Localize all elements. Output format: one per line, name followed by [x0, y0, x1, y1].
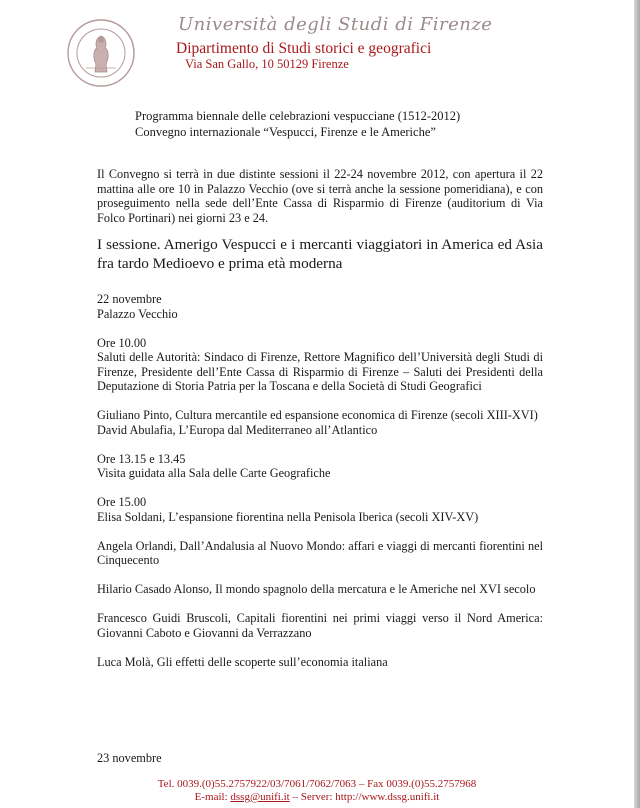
- time-slot-3: Ore 15.00: [97, 495, 147, 509]
- guided-visit: Visita guidata alla Sala delle Carte Geografiche: [97, 466, 331, 480]
- footer-email-link[interactable]: dssg@unifi.it: [230, 791, 290, 803]
- talk-bruscoli: Francesco Guidi Bruscoli, Capitali fiorentini nei primi viaggi verso il Nord America: Giovanni Caboto e Giovanni da Verrazzano: [97, 611, 543, 640]
- session-title: I sessione. Amerigo Vespucci e i mercanti viaggiatori in America ed Asia fra tardo Medioevo e prima età moderna: [97, 236, 543, 272]
- document-body: [97, 167, 543, 669]
- time-slot-1: Ore 10.00: [97, 335, 147, 350]
- university-seal-icon: [66, 18, 136, 88]
- talk-orlandi: Angela Orlandi, Dall’Andalusia al Nuovo Mondo: affari e viaggi di mercanti fiorentini nel Cinquecento: [97, 538, 543, 567]
- program-line-1: Programma biennale delle celebrazioni vespucciane (1512-2012): [135, 109, 461, 123]
- next-date: 23 novembre: [97, 751, 162, 765]
- session-date: 22 novembre: [97, 292, 162, 306]
- program-heading: [135, 108, 460, 140]
- footer-phone: Tel. 0039.(0)55.2757922/03/7061/7062/7063 – Fax 0039.(0)55.2757968: [157, 778, 477, 790]
- talk-casado: Hilario Casado Alonso, Il mondo spagnolo della mercatura e le Americhe nel XVI secolo: [97, 582, 536, 596]
- session-venue: Palazzo Vecchio: [97, 306, 178, 321]
- talk-soldani: Elisa Soldani, L’espansione fiorentina nella Penisola Iberica (secoli XIV-XV): [97, 509, 479, 524]
- department-name: Dipartimento di Studi storici e geografici: [176, 40, 432, 57]
- intro-paragraph: Il Convegno si terrà in due distinte sessioni il 22-24 novembre 2012, con apertura il 22 mattina alle ore 10 in Palazzo Vecchio (ove si terrà anche la sessione pomeridiana), e con proseguimento nella sede dell’Ente Cassa di Risparmio di Firenze (auditorium di Via Folco Portinari) nei giorni 23 e 24.: [97, 167, 543, 225]
- time-slot-2: Ore 13.15 e 13.45: [97, 451, 186, 466]
- footer-contact: [0, 791, 634, 804]
- university-name: Università degli Studi di Firenze: [178, 14, 493, 35]
- department-address: Via San Gallo, 10 50129 Firenze: [185, 57, 349, 71]
- talk-mola: Luca Molà, Gli effetti delle scoperte sull’economia italiana: [97, 654, 388, 669]
- footer-server: – Server: http://www.dssg.unifi.it: [289, 791, 440, 803]
- footer-email-label: E-mail:: [194, 791, 231, 803]
- talk-abulafia: David Abulafia, L’Europa dal Mediterraneo all’Atlantico: [97, 422, 378, 437]
- greetings-paragraph: Saluti delle Autorità: Sindaco di Firenze, Rettore Magnifico dell’Università degli Studi di Firenze, Presidente dell’Ente Cassa di Risparmio di Firenze – Saluti dei Presidenti della Deputazione di Storia Patria per la Toscana e della Società di Studi Geografici: [97, 350, 543, 393]
- program-line-2: Convegno internazionale “Vespucci, Firenze e le Americhe”: [135, 125, 436, 139]
- page-edge: [634, 0, 640, 808]
- talk-pinto: Giuliano Pinto, Cultura mercantile ed espansione economica di Firenze (secoli XIII-XVI): [97, 408, 538, 422]
